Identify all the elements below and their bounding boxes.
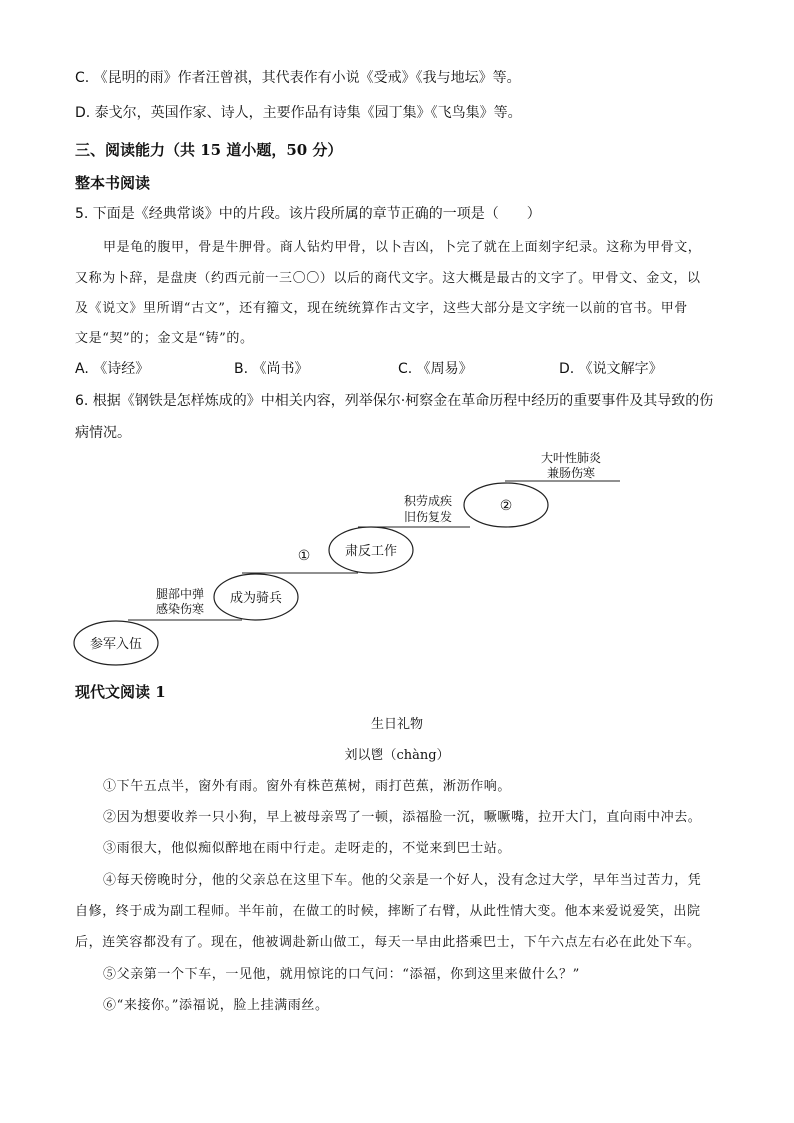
step-label: ① bbox=[297, 548, 311, 564]
step-label: 积劳成疾 bbox=[403, 494, 453, 508]
q5-option-a: A. 《诗经》 bbox=[75, 361, 150, 377]
q5-passage-line: 甲是龟的腹甲，骨是牛胛骨。商人钻灼甲骨，以卜吉凶，卜完了就在上面刻字纪录。这称为甲骨文， bbox=[103, 240, 702, 255]
node-label: ② bbox=[499, 498, 513, 514]
option-c-text: C. 《昆明的雨》作者汪曾祺，其代表作有小说《受戒》《我与地坛》等。 bbox=[75, 70, 521, 86]
option-d-text: D. 泰戈尔，英国作家、诗人，主要作品有诗集《园丁集》《飞鸟集》等。 bbox=[75, 105, 522, 121]
step-label: 腿部中弹 bbox=[155, 587, 205, 601]
q5-option-c: C. 《周易》 bbox=[398, 361, 473, 377]
section-heading: 三、阅读能力（共 15 道小题，50 分） bbox=[75, 141, 343, 159]
q5-option-d: D. 《说文解字》 bbox=[559, 361, 663, 377]
story-author: 刘以鬯（chàng） bbox=[344, 748, 450, 763]
step-label: 旧伤复发 bbox=[403, 510, 453, 524]
story-paragraph: ②因为想要收养一只小狗，早上被母亲骂了一顿，添福脸一沉，噘噘嘴，拉开大门，直向雨中冲去。 bbox=[103, 810, 702, 825]
q6-stem-line1: 6. 根据《钢铁是怎样炼成的》中相关内容，列举保尔·柯察金在革命历程中经历的重要事件及其导致的伤 bbox=[75, 393, 714, 409]
story-paragraph-cont: 自修，终于成为副工程师。半年前，在做工的时候，摔断了右臂，从此性情大变。他本来爱说爱笑，出院 bbox=[75, 904, 701, 919]
step-label: 大叶性肺炎 bbox=[540, 451, 602, 465]
q6-staircase-diagram bbox=[0, 440, 794, 680]
q5-stem: 5. 下面是《经典常谈》中的片段。该片段所属的章节正确的一项是（ ） bbox=[75, 206, 541, 222]
q5-option-b: B. 《尚书》 bbox=[234, 361, 309, 377]
node-label: 肃反工作 bbox=[344, 544, 398, 559]
story-title: 生日礼物 bbox=[370, 717, 423, 732]
story-paragraph: ③雨很大，他似痴似醉地在雨中行走。走呀走的，不觉来到巴士站。 bbox=[103, 841, 512, 856]
q6-stem-line2: 病情况。 bbox=[75, 425, 131, 441]
q5-passage-line: 及《说文》里所谓“古文”，还有籀文，现在统统算作古文字，这些大部分是文字统一以前的官书。甲骨 bbox=[75, 301, 688, 316]
section-subheading: 整本书阅读 bbox=[75, 174, 151, 192]
step-label: 兼肠伤寒 bbox=[546, 466, 596, 480]
story-paragraph: ④每天傍晚时分，他的父亲总在这里下车。他的父亲是一个好人，没有念过大学，早年当过苦力，凭 bbox=[103, 873, 702, 888]
q5-passage-line: 文是“契”的；金文是“铸”的。 bbox=[75, 331, 254, 346]
node-label: 成为骑兵 bbox=[229, 591, 283, 606]
story-paragraph: ⑤父亲第一个下车，一见他，就用惊诧的口气问：“添福，你到这里来做什么？” bbox=[103, 967, 580, 982]
q5-passage-line: 又称为卜辞，是盘庚（约西元前一三〇〇）以后的商代文字。这大概是最古的文字了。甲骨文、金文，以 bbox=[75, 271, 701, 286]
step-label: 感染伤寒 bbox=[155, 602, 205, 616]
story-paragraph: ①下午五点半，窗外有雨。窗外有株芭蕉树，雨打芭蕉，淅沥作响。 bbox=[103, 779, 512, 794]
story-paragraph: ⑥“来接你。”添福说，脸上挂满雨丝。 bbox=[103, 998, 329, 1013]
story-paragraph-cont: 后，连笑容都没有了。现在，他被调赴新山做工，每天一早由此搭乘巴士，下午六点左右必在此处下车。 bbox=[75, 935, 701, 950]
node-label: 参军入伍 bbox=[89, 637, 143, 652]
modern-reading-heading: 现代文阅读 1 bbox=[75, 683, 166, 701]
